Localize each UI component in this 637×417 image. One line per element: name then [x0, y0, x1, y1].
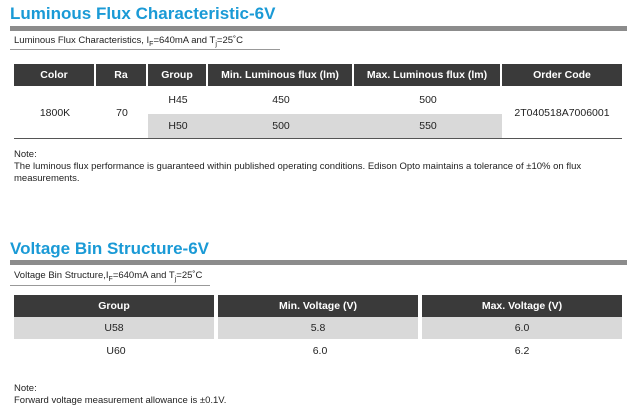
- header-min-voltage: Min. Voltage (V): [218, 295, 422, 317]
- voltage-condition: Voltage Bin $Structure,I_F=640mA$ and $T_j=25˚C$: [14, 270, 203, 283]
- voltage-note-text: Forward voltage measurement allowance is ±0.1V.: [14, 395, 227, 406]
- luminous-flux-table: [14, 64, 622, 138]
- cell-min: 6.0: [312, 345, 328, 357]
- voltage-section-title: Voltage Bin Structure-6V: [10, 239, 209, 258]
- luminous-table-bottom-border: [14, 138, 622, 139]
- luminous-header-row: [14, 64, 622, 86]
- voltage-note-label: Note:: [14, 383, 37, 394]
- table-row: [14, 317, 622, 339]
- cell-order-code: 2T040518A7006001: [502, 86, 622, 138]
- voltage-note: [14, 383, 226, 407]
- cell-color: 1800K: [14, 86, 96, 138]
- header-order-code: Order Code: [502, 64, 622, 86]
- cell-group: U58: [14, 317, 218, 339]
- cell-min: 450: [208, 86, 354, 112]
- cell-group: H45: [148, 86, 208, 112]
- cell-ra: 70: [96, 86, 148, 138]
- cell-max: 6.2: [514, 345, 530, 357]
- voltage-header-row: [14, 295, 622, 317]
- voltage-title-rule: [10, 260, 627, 265]
- header-ra: Ra: [96, 64, 148, 86]
- luminous-note: [14, 149, 629, 185]
- table-row: [14, 339, 622, 363]
- header-max-flux: Max. Luminous flux (lm): [354, 64, 502, 86]
- luminous-title-rule: [10, 26, 627, 31]
- table-row: [14, 86, 622, 112]
- header-min-flux: Min. Luminous flux (lm): [208, 64, 354, 86]
- voltage-bin-table: [14, 295, 622, 363]
- voltage-condition-underline: [10, 285, 210, 286]
- cell-group: H50: [148, 112, 208, 138]
- luminous-condition-underline: [10, 49, 280, 50]
- luminous-note-text: The luminous flux performance is guaranteed within published operating conditions. Edison Opto maintains a tolerance of ±10% on flux measurements.: [14, 161, 582, 184]
- luminous-section-title: Luminous Flux Characteristic-6V: [10, 4, 276, 23]
- luminous-condition: Luminous Flux Characteristics, $I_F=640mA$ and $T_j=25˚C$: [14, 35, 244, 48]
- cell-min: 5.8: [218, 317, 422, 339]
- cell-max: 6.0: [422, 317, 622, 339]
- cell-max: 500: [354, 86, 502, 112]
- cell-max: 550: [354, 112, 502, 138]
- header-max-voltage: Max. Voltage (V): [422, 295, 622, 317]
- luminous-note-label: Note:: [14, 149, 37, 160]
- header-group: Group: [148, 64, 208, 86]
- cell-group: U60: [106, 345, 126, 357]
- cell-min: 500: [208, 112, 354, 138]
- header-color: Color: [14, 64, 96, 86]
- header-group: Group: [14, 295, 218, 317]
